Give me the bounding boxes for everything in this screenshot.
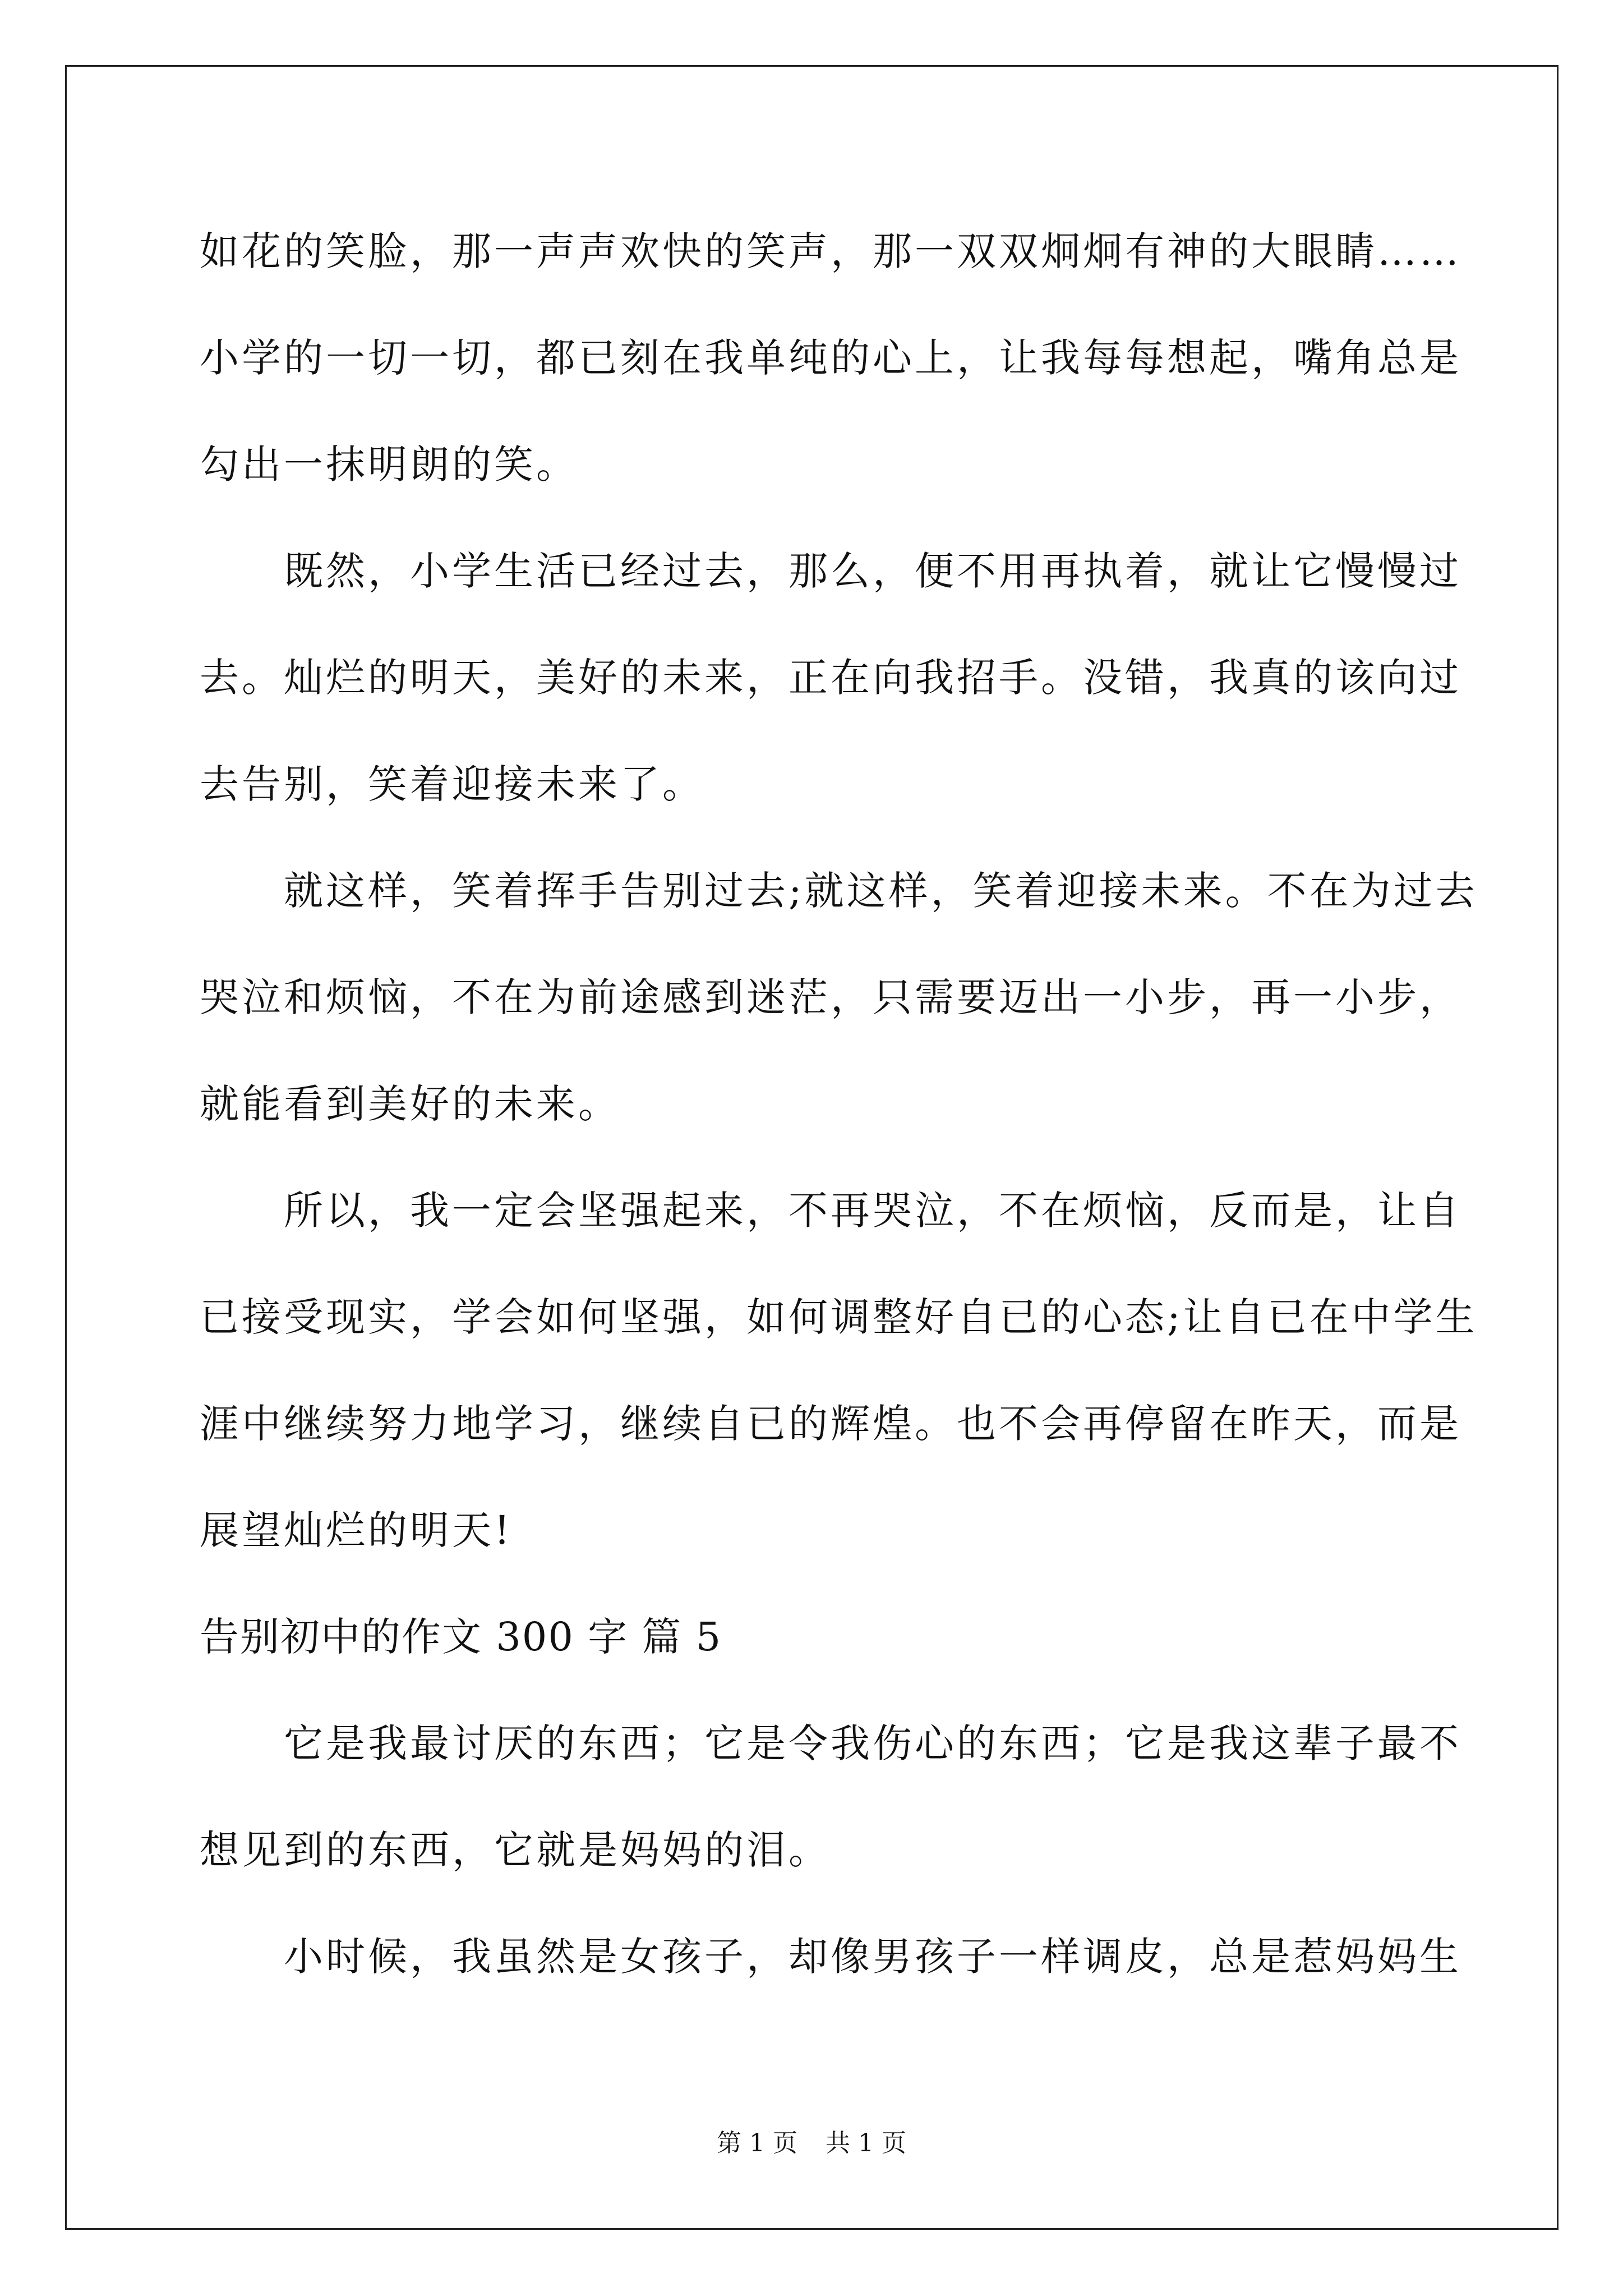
page-border — [65, 65, 1559, 2230]
text-line: 它是我最讨厌的东西；它是令我伤心的东西；它是我这辈子最不 — [284, 1720, 1461, 1766]
text-line: 如花的笑脸，那一声声欢快的笑声，那一双双炯炯有神的大眼睛…… — [200, 228, 1461, 274]
section-heading: 告别初中的作文 300 字 篇 5 — [200, 1614, 722, 1660]
text-line: 涯中继续努力地学习，继续自已的辉煌。也不会再停留在昨天，而是 — [200, 1401, 1461, 1447]
page-number: 第 1 页 — [717, 2129, 797, 2157]
page-total: 共 1 页 — [826, 2129, 906, 2157]
text-line: 展望灿烂的明天! — [200, 1507, 513, 1553]
text-line: 去告别，笑着迎接未来了。 — [200, 761, 704, 807]
text-line: 就这样，笑着挥手告别过去;就这样，笑着迎接未来。不在为过去 — [284, 868, 1478, 914]
text-line: 就能看到美好的未来。 — [200, 1081, 620, 1127]
text-line: 既然，小学生活已经过去，那么，便不用再执着，就让它慢慢过 — [284, 548, 1461, 594]
text-line: 哭泣和烦恼，不在为前途感到迷茫，只需要迈出一小步，再一小步， — [200, 974, 1461, 1020]
page-footer — [0, 2128, 1623, 2159]
text-line: 勾出一抹明朗的笑。 — [200, 441, 578, 487]
text-line: 小学的一切一切，都已刻在我单纯的心上，让我每每想起，嘴角总是 — [200, 335, 1461, 381]
text-line: 小时候，我虽然是女孩子，却像男孩子一样调皮，总是惹妈妈生 — [284, 1934, 1461, 1980]
text-line: 所以，我一定会坚强起来，不再哭泣，不在烦恼，反而是，让自 — [284, 1188, 1461, 1234]
text-line: 已接受现实，学会如何坚强，如何调整好自已的心态;让自已在中学生 — [200, 1294, 1478, 1340]
text-line: 想见到的东西，它就是妈妈的泪。 — [200, 1827, 831, 1873]
text-line: 去。灿烂的明天，美好的未来，正在向我招手。没错，我真的该向过 — [200, 655, 1461, 701]
